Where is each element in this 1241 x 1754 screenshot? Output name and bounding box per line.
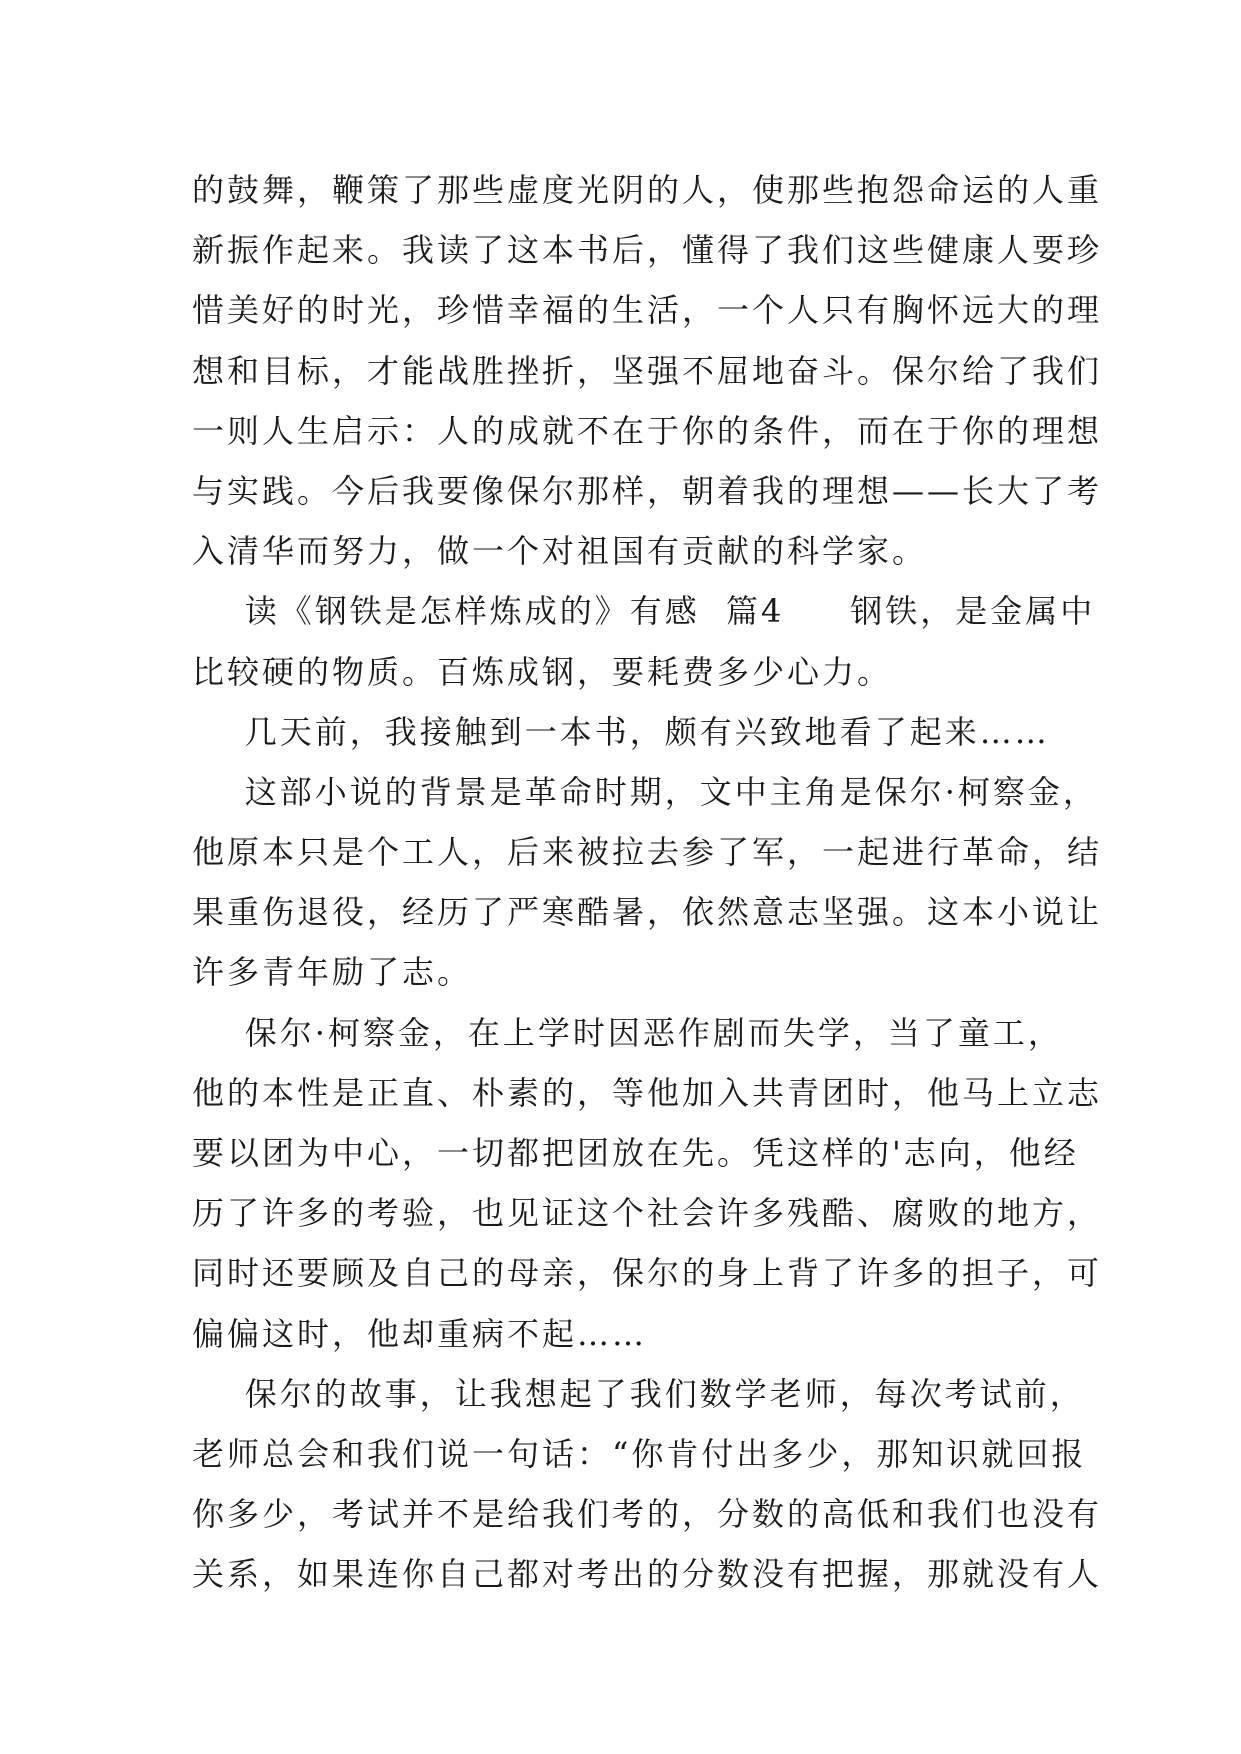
text-line-3: 惜美好的时光，珍惜幸福的生活，一个人只有胸怀远大的理 — [192, 291, 1103, 330]
text-line-21: 保尔的故事，让我想起了我们数学老师，每次考试前， — [192, 1374, 1085, 1413]
text-line-17: 要以团为中心，一切都把团放在先。凭这样的'志向，他经 — [192, 1134, 1079, 1172]
text-line-6: 与实践。今后我要像保尔那样，朝着我的理想——长大了考 — [192, 471, 1103, 510]
text-line-24: 关系，如果连你自己都对考出的分数没有把握，那就没有人 — [192, 1555, 1103, 1594]
text-line-23: 你多少，考试并不是给我们考的，分数的高低和我们也没有 — [192, 1495, 1103, 1534]
text-line-14: 许多青年励了志。 — [192, 953, 473, 992]
text-line-5: 一则人生启示：人的成就不在于你的条件，而在于你的理想 — [192, 411, 1103, 450]
text-line-9: 比较硬的物质。百炼成钢，要耗费多少心力。 — [192, 652, 893, 691]
text-line-15: 保尔·柯察金，在上学时因恶作剧而失学，当了童工， — [192, 1013, 1063, 1052]
text-line-16: 他的本性是正直、朴素的，等他加入共青团时，他马上立志 — [192, 1073, 1103, 1112]
text-line-1: 的鼓舞，鞭策了那些虚度光阴的人，使那些抱怨命运的人重 — [192, 171, 1103, 209]
section-heading-line: 读《钢铁是怎样炼成的》有感 篇4 钢铁，是金属中 — [192, 592, 1096, 631]
text-line-4: 想和目标，才能战胜挫折，坚强不屈地奋斗。保尔给了我们 — [192, 351, 1103, 390]
text-line-2: 新振作起来。我读了这本书后，懂得了我们这些健康人要珍 — [192, 231, 1103, 270]
text-line-13: 果重伤退役，经历了严寒酷暑，依然意志坚强。这本小说让 — [192, 893, 1103, 932]
text-line-10: 几天前，我接触到一本书，颇有兴致地看了起来…… — [192, 712, 1050, 751]
text-line-22: 老师总会和我们说一句话：“你肯付出多少，那知识就回报 — [192, 1434, 1087, 1473]
text-line-20: 偏偏这时，他却重病不起…… — [192, 1314, 648, 1353]
text-line-11: 这部小说的背景是革命时期，文中主角是保尔·柯察金， — [192, 772, 1098, 811]
text-line-7: 入清华而努力，做一个对祖国有贡献的科学家。 — [192, 532, 928, 571]
text-line-12: 他原本只是个工人，后来被拉去参了军，一起进行革命，结 — [192, 833, 1103, 872]
body-text — [192, 160, 1103, 1605]
text-line-18: 历了许多的考验，也见证这个社会许多残酷、腐败的地方， — [192, 1194, 1103, 1233]
text-line-19: 同时还要顾及自己的母亲，保尔的身上背了许多的担子，可 — [192, 1254, 1103, 1293]
